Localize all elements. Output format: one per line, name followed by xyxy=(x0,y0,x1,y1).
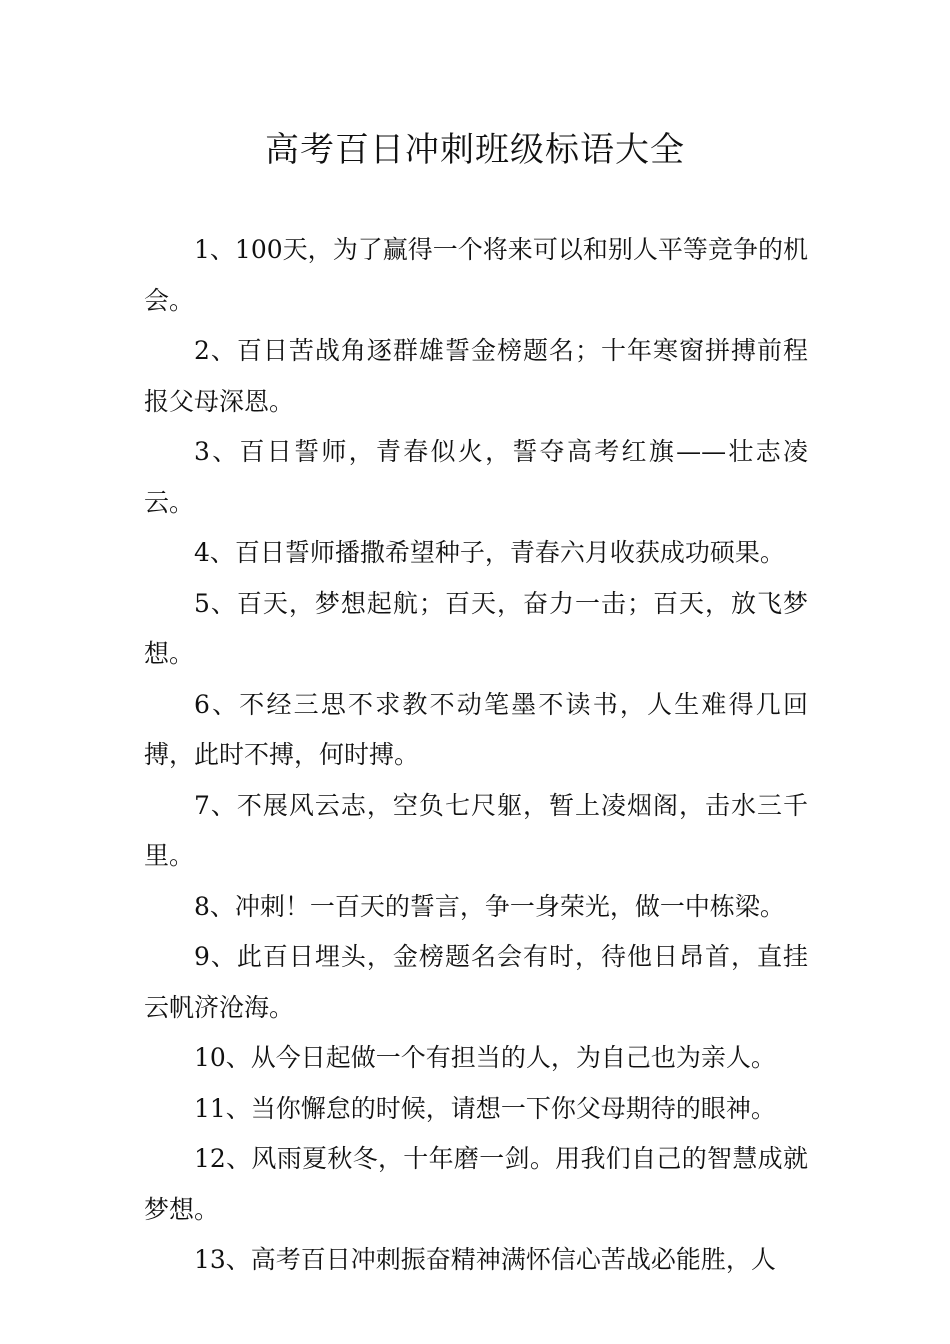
slogan-item: 8、冲刺！一百天的誓言，争一身荣光，做一中栋梁。 xyxy=(194,891,785,921)
slogan-item: 7、不展风云志，空负七尺躯，暂上凌烟阁，击水三千里。 xyxy=(144,790,808,870)
slogan-item: 13、高考百日冲刺振奋精神满怀信心苦战必能胜，人 xyxy=(194,1245,776,1274)
slogan-item: 2、百日苦战角逐群雄誓金榜题名；十年寒窗拼搏前程报父母深恩。 xyxy=(144,336,808,416)
slogan-item: 1、100天，为了赢得一个将来可以和别人平等竞争的机会。 xyxy=(144,235,808,315)
slogan-item: 6、不经三思不求教不动笔墨不读书，人生难得几回搏，此时不搏，何时搏。 xyxy=(144,689,808,769)
slogan-item: 9、此百日埋头，金榜题名会有时，待他日昂首，直挂云帆济沧海。 xyxy=(144,942,808,1022)
slogan-item: 10、从今日起做一个有担当的人，为自己也为亲人。 xyxy=(194,1043,776,1072)
slogan-item: 5、百天，梦想起航；百天，奋力一击；百天，放飞梦想。 xyxy=(144,588,808,668)
slogan-item: 4、百日誓师播撒希望种子，青春六月收获成功硕果。 xyxy=(194,538,785,567)
slogan-list xyxy=(144,225,808,1286)
slogan-item: 11、当你懈怠的时候，请想一下你父母期待的眼神。 xyxy=(194,1093,776,1123)
slogan-item: 12、风雨夏秋冬，十年磨一剑。用我们自己的智慧成就梦想。 xyxy=(144,1144,808,1224)
slogan-item: 3、百日誓师，青春似火，誓夺高考红旗——壮志凌云。 xyxy=(144,437,808,517)
document-title: 高考百日冲刺班级标语大全 xyxy=(265,130,685,170)
